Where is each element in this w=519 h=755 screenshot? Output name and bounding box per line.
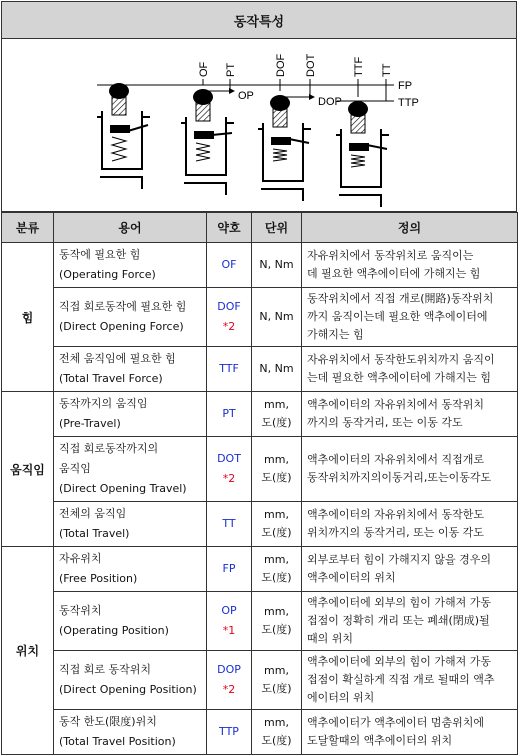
unit-cell — [252, 347, 302, 392]
term-line: 전체 움직임에 필요한 힘 — [59, 352, 176, 365]
abbreviation-cell — [207, 392, 252, 437]
abbreviation-cell — [207, 502, 252, 547]
abbreviation-cell — [207, 592, 252, 651]
header-term: 용어 — [54, 213, 207, 243]
unit-cell — [252, 710, 302, 755]
abbreviation-cell — [207, 651, 252, 710]
table-row — [2, 347, 518, 392]
term-line: 직접 회로동작에 필요한 힘 — [59, 300, 187, 313]
definition-line: 액추에이터에 외부의 힘이 가해져 가동 — [307, 655, 492, 668]
definition-line: 외부로부터 힘이 가해지지 않을 경우의 — [307, 553, 492, 566]
abbreviation-text: PT — [222, 407, 236, 420]
unit-line: 도(度) — [261, 571, 292, 584]
label-fp: FP — [398, 80, 413, 92]
footnote-marker: *2 — [222, 683, 236, 696]
unit-cell — [252, 592, 302, 651]
term-cell — [54, 347, 207, 392]
table-row — [2, 288, 518, 347]
definition-cell — [302, 392, 518, 437]
definition-line: 는데 필요한 액추에이터에 가해지는 힘 — [307, 371, 492, 384]
definition-line: 액추에이터에 외부의 힘이 가해져 가동 — [307, 596, 492, 609]
definition-cell — [302, 547, 518, 592]
unit-cell — [252, 288, 302, 347]
term-cell — [54, 243, 207, 288]
definition-line: 데 필요한 액추에이터에 가해지는 힘 — [307, 267, 481, 280]
unit-cell — [252, 392, 302, 437]
definition-cell — [302, 437, 518, 502]
definition-line: 에이터의 위치 — [307, 691, 375, 704]
definition-line: 위치까지의 동작거리, 또는 이동 각도 — [307, 526, 484, 539]
term-line: (Pre-Travel) — [59, 417, 121, 430]
switch-total-travel-position — [336, 101, 389, 207]
header-unit: 단위 — [252, 213, 302, 243]
switch-travel-diagram — [2, 39, 518, 211]
abbreviation-text: TT — [222, 517, 236, 530]
switch-operating-position — [181, 89, 234, 195]
unit-line: N, Nm — [259, 258, 294, 271]
term-line: (Operating Position) — [59, 624, 169, 637]
table-body — [2, 243, 518, 755]
unit-line: 도(度) — [261, 734, 292, 747]
table-row — [2, 651, 518, 710]
header-abbreviation: 약호 — [207, 213, 252, 243]
definition-cell — [302, 651, 518, 710]
abbreviation-text: FP — [222, 562, 236, 575]
table-row — [2, 243, 518, 288]
definition-line: 액추에이터의 자유위치에서 동작위치 — [307, 398, 485, 411]
label-dot: DOT — [305, 53, 317, 77]
term-line: 동작까지의 움직임 — [59, 397, 148, 410]
unit-cell — [252, 651, 302, 710]
definition-line: 자유위치에서 동작위치로 움직이는 — [307, 249, 474, 262]
abbreviation-cell — [207, 710, 252, 755]
unit-cell — [252, 437, 302, 502]
label-dop: DOP — [318, 96, 342, 108]
table-header-row — [2, 213, 518, 243]
definition-cell — [302, 710, 518, 755]
abbreviation-text: TTF — [219, 362, 239, 375]
label-pt: PT — [225, 62, 237, 77]
term-line: (Total Travel Force) — [59, 372, 163, 385]
term-line: (Total Travel) — [59, 527, 130, 540]
term-cell — [54, 288, 207, 347]
unit-cell — [252, 547, 302, 592]
definition-cell — [302, 243, 518, 288]
term-line: 직접 회로 동작위치 — [59, 663, 152, 676]
term-line: (Free Position) — [59, 572, 138, 585]
table-row — [2, 502, 518, 547]
table-row — [2, 592, 518, 651]
definition-cell — [302, 347, 518, 392]
abbreviation-text: DOF — [217, 300, 241, 313]
definition-line: 가해지는 힘 — [307, 328, 364, 341]
term-line: 움직임 — [59, 462, 91, 475]
abbreviation-cell — [207, 437, 252, 502]
page-title: 동작특성 — [1, 1, 517, 39]
label-tt: TT — [381, 63, 393, 77]
term-cell — [54, 437, 207, 502]
unit-line: 도(度) — [261, 416, 292, 429]
term-line: 동작위치 — [59, 604, 102, 617]
label-op: OP — [238, 90, 254, 102]
definition-line: 까지 움직이는데 필요한 액추에이터에 — [307, 310, 488, 323]
term-cell — [54, 592, 207, 651]
unit-line: N, Nm — [259, 310, 294, 323]
term-line: 직접 회로동작까지의 — [59, 442, 159, 455]
definition-cell — [302, 502, 518, 547]
unit-cell — [252, 243, 302, 288]
header-definition: 정의 — [302, 213, 518, 243]
term-line: (Direct Opening Force) — [59, 320, 184, 333]
abbreviation-cell — [207, 547, 252, 592]
abbreviation-text: DOP — [217, 663, 241, 676]
definition-line: 도달할때의 액추에이터의 위치 — [307, 734, 453, 747]
table-row — [2, 437, 518, 502]
table-row — [2, 392, 518, 437]
definition-cell — [302, 288, 518, 347]
term-cell — [54, 651, 207, 710]
label-dof: DOF — [275, 53, 287, 77]
unit-line: mm, — [264, 716, 289, 729]
unit-line: mm, — [264, 453, 289, 466]
term-cell — [54, 547, 207, 592]
definition-line: 동작위치까지의이동거리,또는이동각도 — [307, 471, 492, 484]
operating-characteristics-table — [1, 212, 518, 755]
definition-line: 액추에이터의 자유위치에서 동작한도 — [307, 508, 485, 521]
category-cell: 움직임 — [2, 392, 54, 547]
definition-line: 자유위치에서 동작한도위치까지 움직이 — [307, 353, 495, 366]
definition-line: 까지의 동작거리, 또는 이동 각도 — [307, 416, 463, 429]
abbreviation-cell — [207, 288, 252, 347]
footnote-marker: *2 — [222, 320, 236, 333]
term-line: (Direct Opening Travel) — [59, 482, 187, 495]
unit-line: mm, — [264, 605, 289, 618]
footnote-marker: *1 — [222, 624, 236, 637]
unit-line: mm, — [264, 508, 289, 521]
abbreviation-text: OF — [221, 258, 237, 271]
definition-line: 때의 위치 — [307, 632, 354, 645]
operating-characteristics-diagram — [1, 39, 517, 212]
definition-line: 접점이 정확히 개리 또는 폐쇄(閉成)될 — [307, 614, 490, 627]
footnote-marker: *2 — [222, 472, 236, 485]
unit-cell — [252, 502, 302, 547]
unit-line: N, Nm — [259, 362, 294, 375]
term-line: (Direct Opening Position) — [59, 683, 197, 696]
term-line: (Total Travel Position) — [59, 735, 176, 748]
switch-direct-opening-position — [258, 95, 311, 201]
term-cell — [54, 710, 207, 755]
category-cell: 위치 — [2, 547, 54, 755]
abbreviation-cell — [207, 243, 252, 288]
label-ttp: TTP — [398, 97, 419, 109]
term-line: 자유위치 — [59, 552, 102, 565]
unit-line: mm, — [264, 398, 289, 411]
abbreviation-cell — [207, 347, 252, 392]
unit-line: 도(度) — [261, 471, 292, 484]
definition-line: 접점이 확실하게 직접 개로 될때의 액추 — [307, 673, 495, 686]
term-line: (Operating Force) — [59, 268, 156, 281]
unit-line: 도(度) — [261, 623, 292, 636]
category-cell: 힘 — [2, 243, 54, 392]
definition-line: 동작위치에서 직접 개로(開路)동작위치 — [307, 292, 494, 305]
term-cell — [54, 502, 207, 547]
term-line: 동작 한도(限度)위치 — [59, 715, 157, 728]
term-line: 전체의 움직임 — [59, 507, 127, 520]
definition-line: 액추에이터가 액추에이터 멈춤위치에 — [307, 716, 485, 729]
unit-line: 도(度) — [261, 526, 292, 539]
switch-free-position — [97, 83, 150, 189]
table-row — [2, 547, 518, 592]
term-line: 동작에 필요한 힘 — [59, 248, 141, 261]
definition-line: 액추에이터의 위치 — [307, 571, 396, 584]
unit-line: mm, — [264, 553, 289, 566]
term-cell — [54, 392, 207, 437]
definition-cell — [302, 592, 518, 651]
header-category: 분류 — [2, 213, 54, 243]
definition-line: 액추에이터의 자유위치에서 직접개로 — [307, 453, 485, 466]
label-of: OF — [198, 61, 210, 77]
unit-line: 도(度) — [261, 682, 292, 695]
table-row — [2, 710, 518, 755]
abbreviation-text: TTP — [219, 725, 239, 738]
unit-line: mm, — [264, 664, 289, 677]
abbreviation-text: OP — [221, 604, 237, 617]
abbreviation-text: DOT — [217, 452, 241, 465]
label-ttf: TTF — [353, 56, 365, 77]
